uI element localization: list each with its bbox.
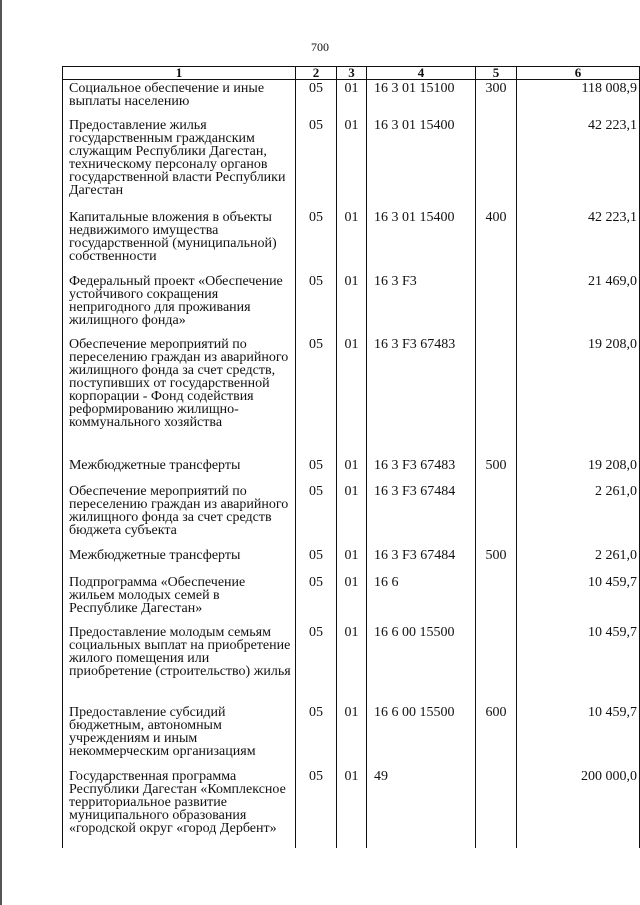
subsection-code: 01 xyxy=(337,547,367,574)
section-code: 05 xyxy=(296,768,337,848)
section-code: 05 xyxy=(296,704,337,768)
section-code: 05 xyxy=(296,209,337,273)
section-code: 05 xyxy=(296,117,337,209)
column-header: 2 xyxy=(296,67,337,80)
target-item-code: 16 3 F3 67484 xyxy=(367,483,476,547)
amount: 2 261,0 xyxy=(517,483,640,547)
target-item-code: 16 3 F3 67483 xyxy=(367,336,476,457)
section-code: 05 xyxy=(296,624,337,704)
table-row xyxy=(63,768,640,848)
row-name: Межбюджетные трансферты xyxy=(63,547,296,574)
table-row xyxy=(63,80,640,117)
scan-edge-line xyxy=(0,0,2,905)
expense-type-code: 500 xyxy=(476,547,517,574)
row-name: Предоставление субсидий бюджетным, автономным учреждениям и иным некоммерческим организациям xyxy=(63,704,296,768)
row-name: Подпрограмма «Обеспечение жильем молодых семей в Республике Дагестан» xyxy=(63,574,296,624)
section-code: 05 xyxy=(296,483,337,547)
subsection-code: 01 xyxy=(337,457,367,483)
subsection-code: 01 xyxy=(337,336,367,457)
column-header: 1 xyxy=(63,67,296,80)
target-item-code: 16 6 00 15500 xyxy=(367,704,476,768)
expense-type-code xyxy=(476,117,517,209)
amount: 10 459,7 xyxy=(517,574,640,624)
target-item-code: 16 6 xyxy=(367,574,476,624)
section-code: 05 xyxy=(296,80,337,117)
subsection-code: 01 xyxy=(337,117,367,209)
section-code: 05 xyxy=(296,547,337,574)
expense-type-code xyxy=(476,574,517,624)
amount: 200 000,0 xyxy=(517,768,640,848)
amount: 118 008,9 xyxy=(517,80,640,117)
target-item-code: 16 3 01 15400 xyxy=(367,117,476,209)
section-code: 05 xyxy=(296,457,337,483)
target-item-code: 16 3 F3 67484 xyxy=(367,547,476,574)
subsection-code: 01 xyxy=(337,574,367,624)
row-name: Предоставление жилья государственным гражданским служащим Республики Дагестан, техническому персоналу органов государственной власти Республики Дагестан xyxy=(63,117,296,209)
subsection-code: 01 xyxy=(337,209,367,273)
table-row xyxy=(63,209,640,273)
row-name: Обеспечение мероприятий по переселению граждан из аварийного жилищного фонда за счет средств бюджета субъекта xyxy=(63,483,296,547)
expense-type-code xyxy=(476,336,517,457)
expense-type-code: 300 xyxy=(476,80,517,117)
expense-type-code xyxy=(476,483,517,547)
column-header: 4 xyxy=(367,67,476,80)
amount: 42 223,1 xyxy=(517,117,640,209)
subsection-code: 01 xyxy=(337,704,367,768)
expense-type-code: 400 xyxy=(476,209,517,273)
amount: 19 208,0 xyxy=(517,336,640,457)
subsection-code: 01 xyxy=(337,483,367,547)
table-row xyxy=(63,457,640,483)
row-name: Федеральный проект «Обеспечение устойчивого сокращения непригодного для проживания жилищного фонда» xyxy=(63,273,296,336)
column-header: 5 xyxy=(476,67,517,80)
row-name: Социальное обеспечение и иные выплаты населению xyxy=(63,80,296,117)
section-code: 05 xyxy=(296,574,337,624)
row-name: Капитальные вложения в объекты недвижимого имущества государственной (муниципальной) собственности xyxy=(63,209,296,273)
row-name: Государственная программа Республики Дагестан «Комплексное территориальное развитие муниципального образования «городской округ «город Дербент» xyxy=(63,768,296,848)
table-row xyxy=(63,273,640,336)
expense-type-code xyxy=(476,273,517,336)
target-item-code: 16 6 00 15500 xyxy=(367,624,476,704)
expense-type-code xyxy=(476,768,517,848)
row-name: Обеспечение мероприятий по переселению граждан из аварийного жилищного фонда за счет средств, поступивших от государственной корпорации - Фонд содействия реформированию жилищно-коммунального хозяйства xyxy=(63,336,296,457)
table-row xyxy=(63,704,640,768)
table-row xyxy=(63,483,640,547)
subsection-code: 01 xyxy=(337,624,367,704)
target-item-code: 16 3 01 15400 xyxy=(367,209,476,273)
row-name: Предоставление молодым семьям социальных выплат на приобретение жилого помещения или приобретение (строительство) жилья xyxy=(63,624,296,704)
amount: 19 208,0 xyxy=(517,457,640,483)
table-row xyxy=(63,336,640,457)
table-row xyxy=(63,624,640,704)
page-number: 700 xyxy=(311,40,329,54)
target-item-code: 16 3 01 15100 xyxy=(367,80,476,117)
subsection-code: 01 xyxy=(337,768,367,848)
subsection-code: 01 xyxy=(337,273,367,336)
section-code: 05 xyxy=(296,273,337,336)
expense-type-code: 600 xyxy=(476,704,517,768)
amount: 10 459,7 xyxy=(517,624,640,704)
table-header xyxy=(63,67,640,80)
amount: 42 223,1 xyxy=(517,209,640,273)
row-name: Межбюджетные трансферты xyxy=(63,457,296,483)
expense-type-code xyxy=(476,624,517,704)
amount: 10 459,7 xyxy=(517,704,640,768)
column-header: 3 xyxy=(337,67,367,80)
budget-table xyxy=(62,66,640,848)
target-item-code: 16 3 F3 xyxy=(367,273,476,336)
column-header: 6 xyxy=(517,67,640,80)
target-item-code: 16 3 F3 67483 xyxy=(367,457,476,483)
table-row xyxy=(63,117,640,209)
amount: 21 469,0 xyxy=(517,273,640,336)
subsection-code: 01 xyxy=(337,80,367,117)
expense-type-code: 500 xyxy=(476,457,517,483)
table-row xyxy=(63,574,640,624)
amount: 2 261,0 xyxy=(517,547,640,574)
table-row xyxy=(63,547,640,574)
target-item-code: 49 xyxy=(367,768,476,848)
section-code: 05 xyxy=(296,336,337,457)
